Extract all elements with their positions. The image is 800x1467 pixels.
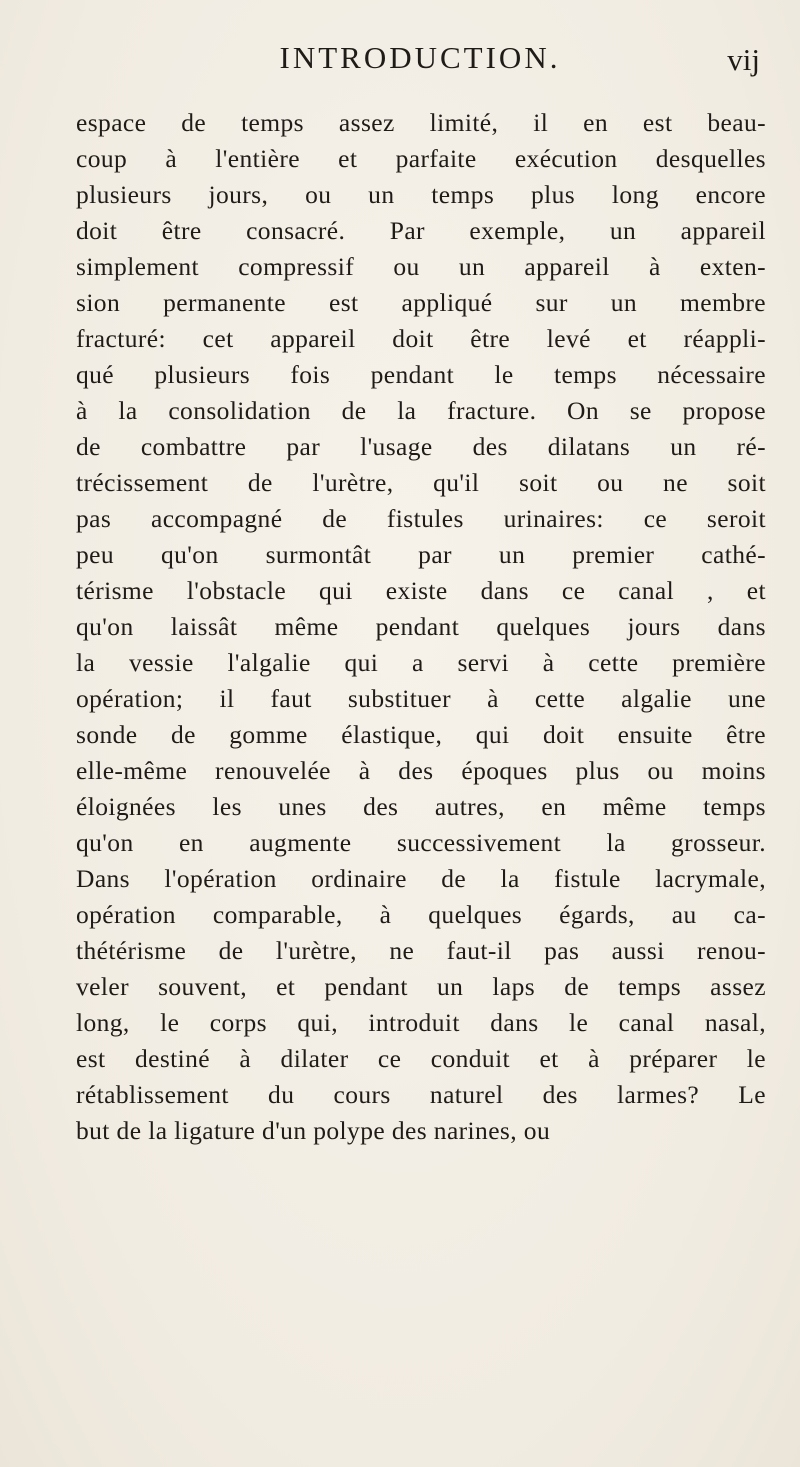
text-line: de combattre par l'usage des dilatans un ré- xyxy=(76,432,766,461)
text-line: coup à l'entière et parfaite exécution desquelles xyxy=(76,144,766,173)
text-line: veler souvent, et pendant un laps de temps assez xyxy=(76,972,766,1001)
text-line: à la consolidation de la fracture. On se propose xyxy=(76,396,766,425)
text-line: qu'on en augmente successivement la grosseur. xyxy=(76,828,766,857)
text-line: térisme l'obstacle qui existe dans ce canal , et xyxy=(76,576,766,605)
running-title: INTRODUCTION. xyxy=(279,40,561,75)
text-line: rétablissement du cours naturel des larmes? Le xyxy=(76,1080,766,1109)
page-number: vij xyxy=(727,42,760,77)
text-line: espace de temps assez limité, il en est beau- xyxy=(76,108,766,137)
text-line: peu qu'on surmontât par un premier cathé- xyxy=(76,540,766,569)
text-line: la vessie l'algalie qui a servi à cette première xyxy=(76,648,766,677)
text-line: sion permanente est appliqué sur un membre xyxy=(76,288,766,317)
text-line: opération comparable, à quelques égards, au ca- xyxy=(76,900,766,929)
text-line: éloignées les unes des autres, en même temps xyxy=(76,792,766,821)
body-text xyxy=(76,105,766,1149)
text-line: Dans l'opération ordinaire de la fistule lacrymale, xyxy=(76,864,766,893)
text-line: pas accompagné de fistules urinaires: ce seroit xyxy=(76,504,766,533)
text-line: elle-même renouvelée à des époques plus ou moins xyxy=(76,756,766,785)
page-header xyxy=(80,40,760,90)
text-line: simplement compressif ou un appareil à exten- xyxy=(76,252,766,281)
text-line: doit être consacré. Par exemple, un appareil xyxy=(76,216,766,245)
text-line: qu'on laissât même pendant quelques jours dans xyxy=(76,612,766,641)
text-line: qué plusieurs fois pendant le temps nécessaire xyxy=(76,360,766,389)
text-line: plusieurs jours, ou un temps plus long encore xyxy=(76,180,766,209)
text-line: but de la ligature d'un polype des narines, ou xyxy=(76,1116,551,1145)
text-line: long, le corps qui, introduit dans le canal nasal, xyxy=(76,1008,766,1037)
text-line: sonde de gomme élastique, qui doit ensuite être xyxy=(76,720,766,749)
text-line: est destiné à dilater ce conduit et à préparer le xyxy=(76,1044,766,1073)
text-line: thétérisme de l'urètre, ne faut-il pas aussi renou- xyxy=(76,936,766,965)
text-line: opération; il faut substituer à cette algalie une xyxy=(76,684,766,713)
text-line: trécissement de l'urètre, qu'il soit ou ne soit xyxy=(76,468,766,497)
text-line: fracturé: cet appareil doit être levé et réappli- xyxy=(76,324,766,353)
